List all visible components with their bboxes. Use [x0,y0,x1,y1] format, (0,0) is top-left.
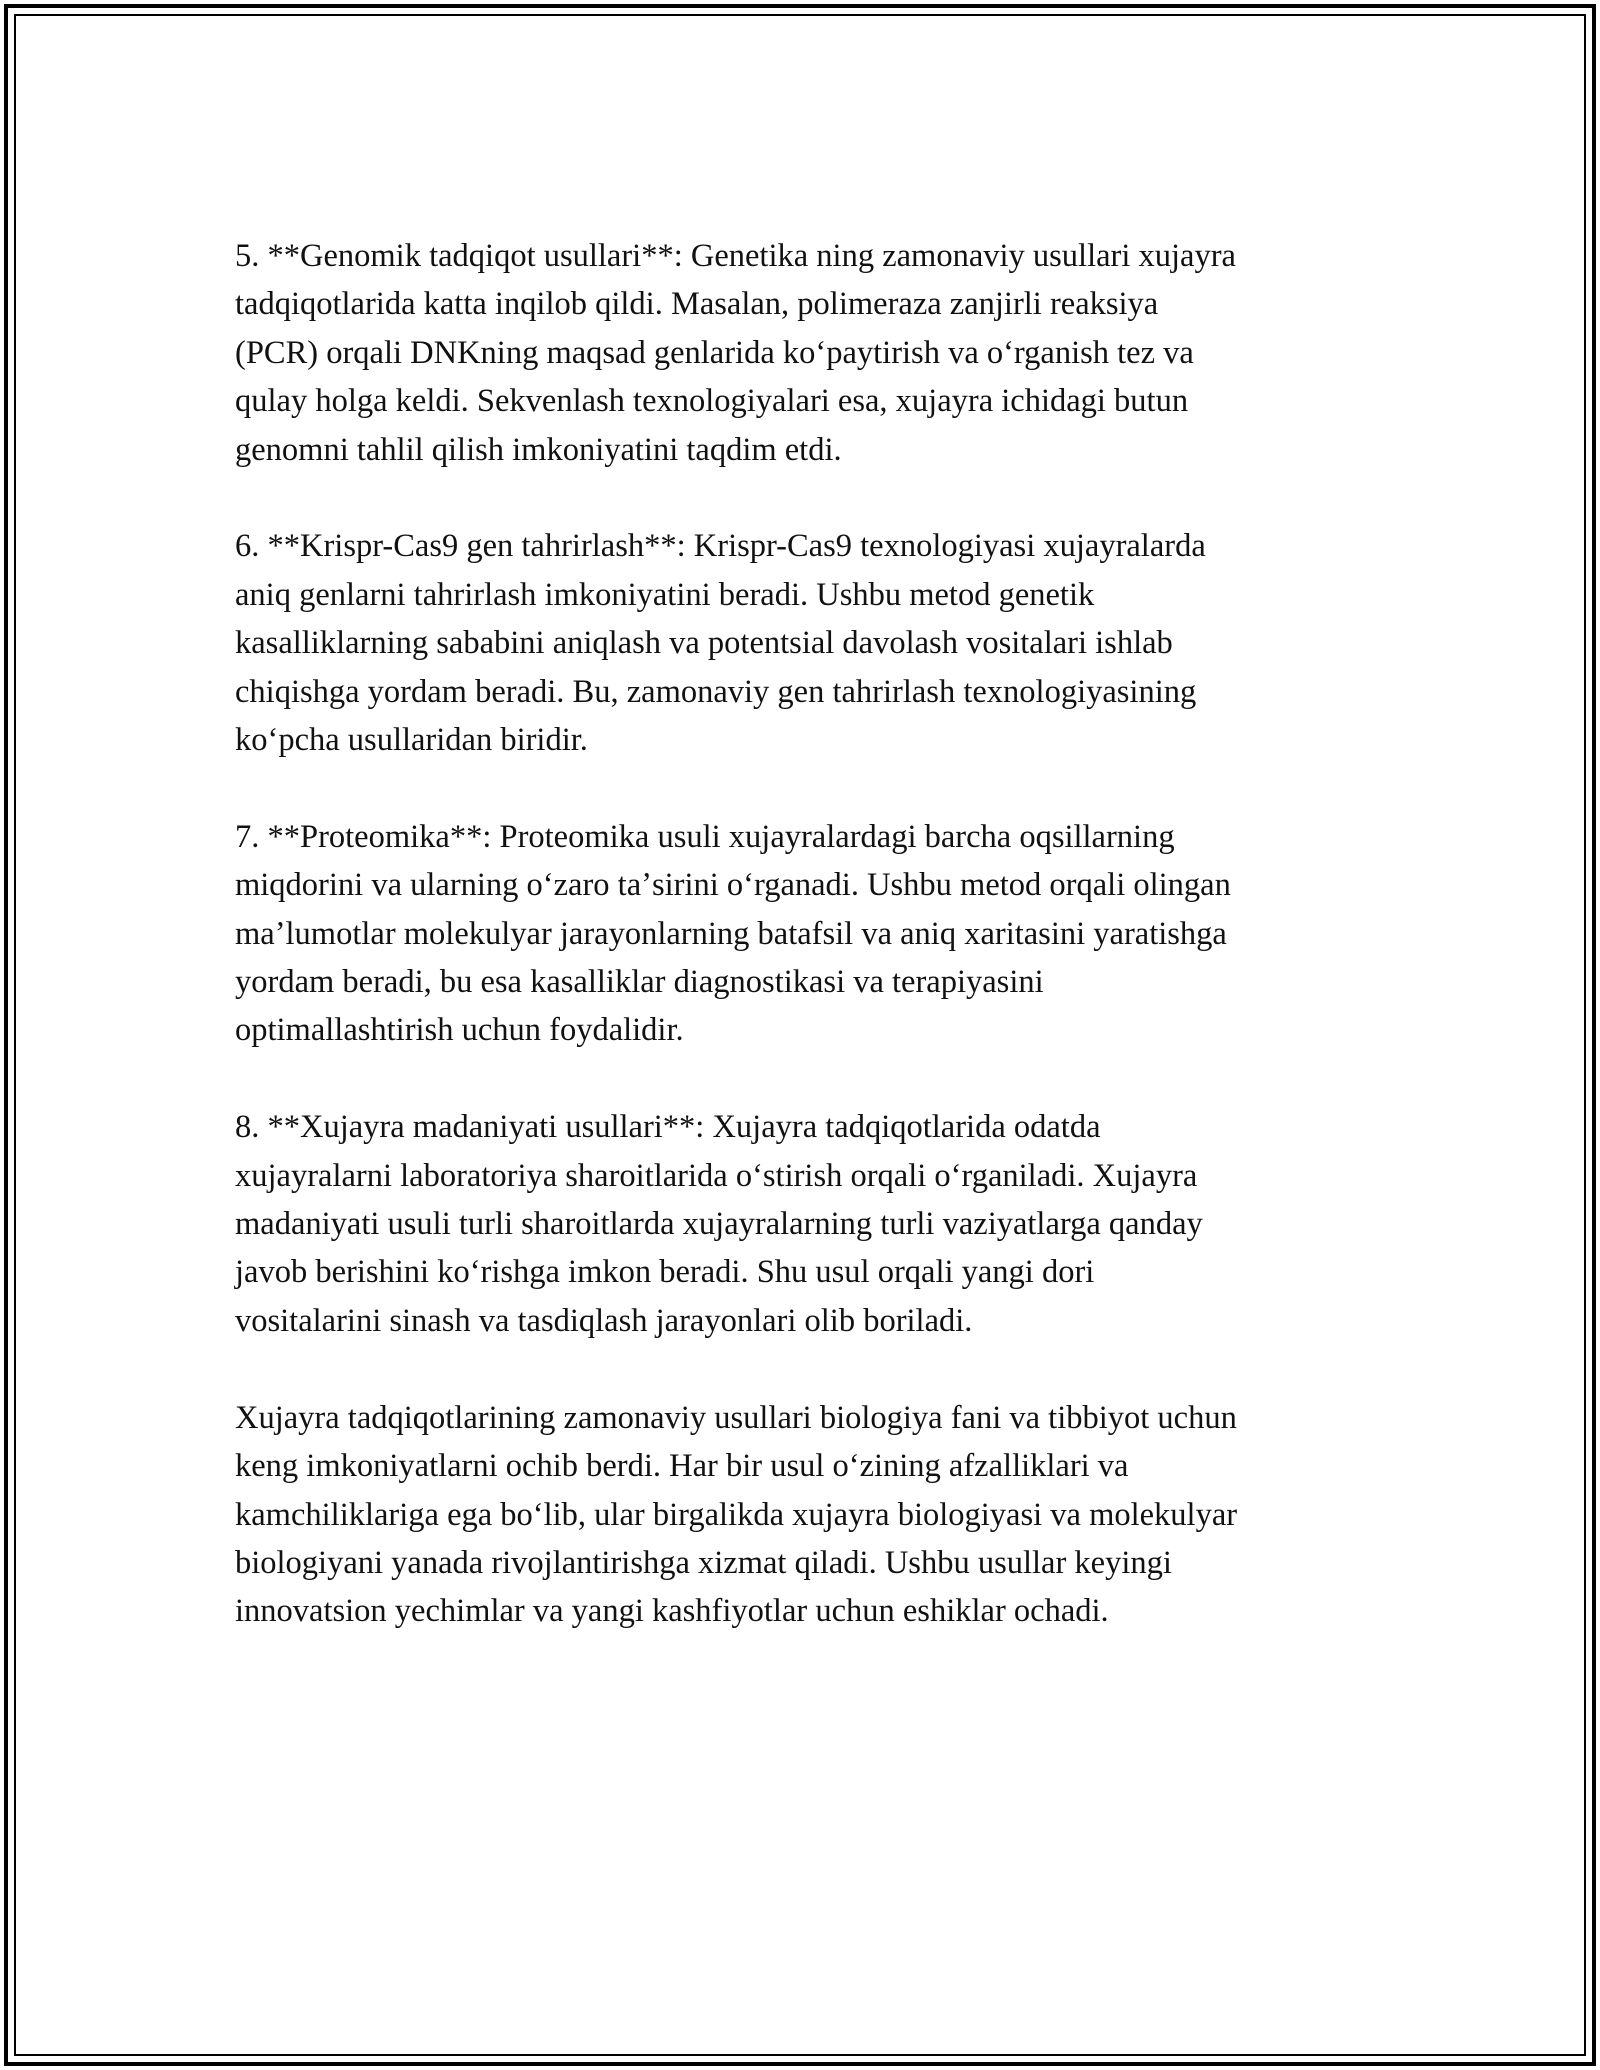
paragraph-genomic-methods: 5. **Genomik tadqiqot usullari**: Genetika ning zamonaviy usullari xujayra tadqiqotlarida katta inqilob qildi. Masalan, polimeraza zanjirli reaksiya (PCR) orqali DNKning maqsad genlarida koʻpaytirish va oʻrganish tez va qulay holga keldi. Sekvenlash texnologiyalari esa, xujayra ichidagi butun genomni tahlil qilish imkoniyatini taqdim etdi. [235,238,1236,468]
paragraph-conclusion: Xujayra tadqiqotlarining zamonaviy usullari biologiya fani va tibbiyot uchun keng imkoniyatlarni ochib berdi. Har bir usul oʻzining afzalliklari va kamchiliklariga ega boʻlib, ular birgalikda xujayra biologiyasi va molekulyar biologiyani yanada rivojlantirishga xizmat qiladi. Ushbu usullar keyingi innovatsion yechimlar va yangi kashfiyotlar uchun eshiklar ochadi. [235,1399,1238,1630]
document-body [235,232,1375,1636]
paragraph-cell-culture: 8. **Xujayra madaniyati usullari**: Xujayra tadqiqotlarida odatda xujayralarni laboratoriya sharoitlarida oʻstirish orqali oʻrganiladi. Xujayra madaniyati usuli turli sharoitlarda xujayralarning turli vaziyatlarga qanday javob berishini koʻrishga imkon beradi. Shu usul orqali yangi dori vositalarini sinash va tasdiqlash jarayonlari olib boriladi. [235,1109,1203,1339]
paragraph-crispr-cas9: 6. **Krispr-Cas9 gen tahrirlash**: Krispr-Cas9 texnologiyasi xujayralarda aniq genlarni tahrirlash imkoniyatini beradi. Ushbu metod genetik kasalliklarning sababini aniqlash va potentsial davolash vositalari ishlab chiqishga yordam beradi. Bu, zamonaviy gen tahrirlash texnologiyasining koʻpcha usullaridan biridir. [235,528,1206,759]
paragraph-proteomics: 7. **Proteomika**: Proteomika usuli xujayralardagi barcha oqsillarning miqdorini va ularning oʻzaro taʼsirini oʻrganadi. Ushbu metod orqali olingan maʼlumotlar molekulyar jarayonlarning batafsil va aniq xaritasini yaratishga yordam beradi, bu esa kasalliklar diagnostikasi va terapiyasini optimallashtirish uchun foydalidir. [235,818,1231,1049]
